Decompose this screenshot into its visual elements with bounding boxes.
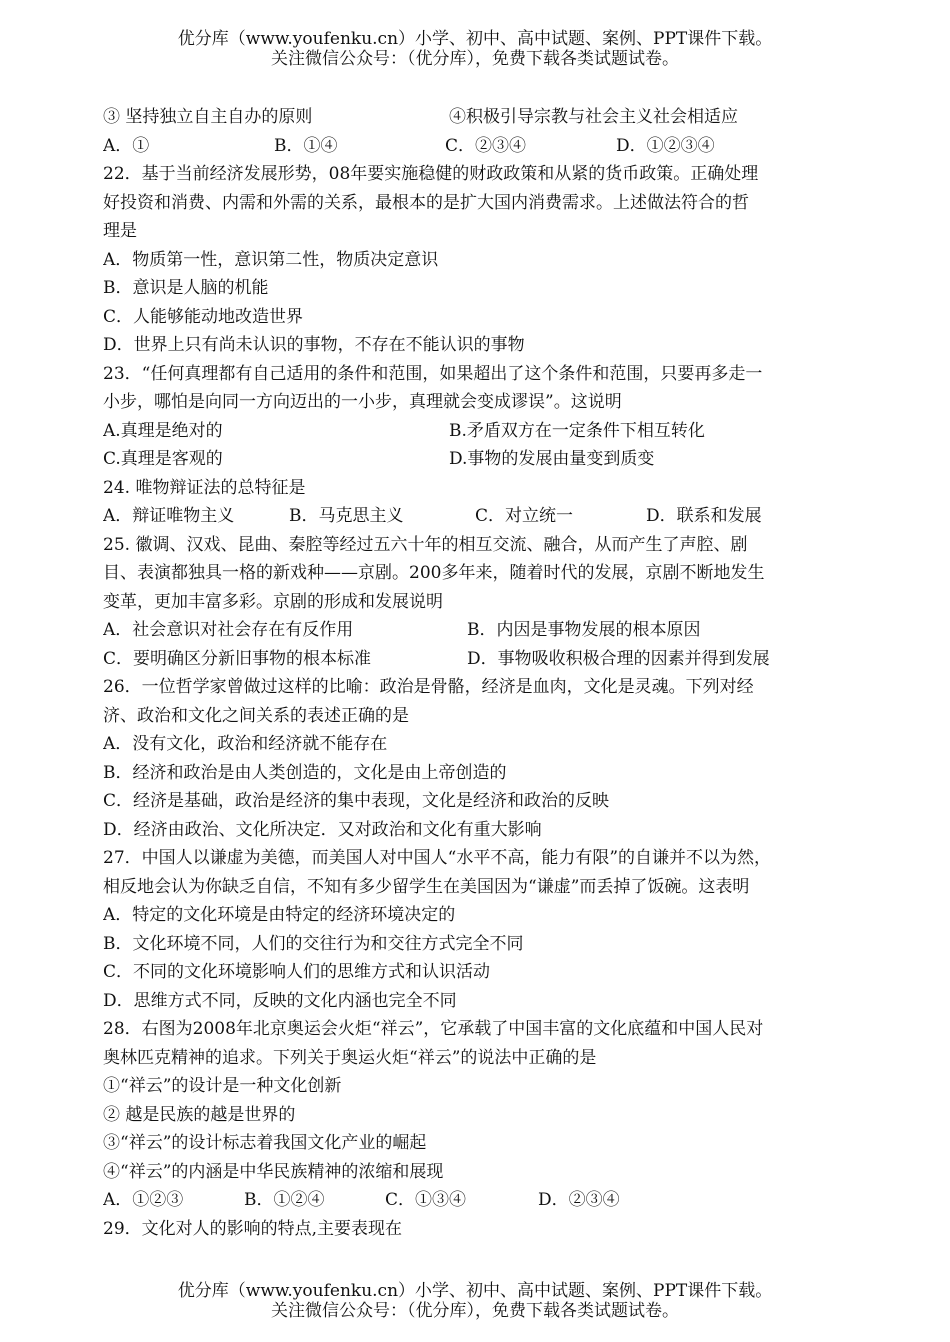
q27-option-d: D．思维方式不同，反映的文化内涵也完全不同 — [103, 990, 457, 1011]
q28-options — [103, 1186, 853, 1215]
q28-option-b: B．①②④ — [244, 1190, 325, 1210]
q22-option-b: B．意识是人脑的机能 — [103, 278, 269, 298]
q23-options-row-1 — [103, 417, 853, 446]
q23-option-a: A.真理是绝对的 — [103, 420, 223, 441]
q22-option-d: D．世界上只有尚未认识的事物，不存在不能认识的事物 — [103, 335, 525, 355]
q28-item-1: ①“祥云”的设计是一种文化创新 — [103, 1076, 342, 1096]
exam-content — [103, 103, 853, 1243]
q23-options-row-2 — [103, 445, 853, 474]
header-banner — [0, 29, 950, 69]
q28-stem-line-1: 28．右图为2008年北京奥运会火炬“祥云”，它承载了中国丰富的文化底蕴和中国人民对 — [103, 1019, 764, 1039]
q23-stem-line-1: 23．“任何真理都有自己适用的条件和范围，如果超出了这个条件和范围，只要再多走一 — [103, 363, 763, 384]
q26-option-a: A．没有文化，政治和经济就不能存在 — [103, 734, 388, 754]
q24-options — [103, 502, 853, 531]
q25-option-d: D．事物吸收积极合理的因素并得到发展 — [467, 648, 770, 669]
q22-option-a: A．物质第一性，意识第二性，物质决定意识 — [103, 249, 439, 270]
q22-option-c: C．人能够能动地改造世界 — [103, 306, 304, 327]
q28-item-2: ② 越是民族的越是世界的 — [103, 1104, 296, 1125]
q24-option-b: B．马克思主义 — [289, 506, 404, 526]
q25-option-c: C．要明确区分新旧事物的根本标准 — [103, 648, 372, 669]
q23-option-d: D.事物的发展由量变到质变 — [449, 449, 655, 469]
q21-choice-b: B．①④ — [274, 135, 338, 156]
q25-option-a: A．社会意识对社会存在有反作用 — [103, 620, 354, 640]
q28-option-d: D．②③④ — [538, 1190, 620, 1210]
q26-option-b: B．经济和政治是由人类创造的，文化是由上帝创造的 — [103, 762, 507, 783]
banner-line-2: 关注微信公众号：（优分库），免费下载各类试题试卷。 — [271, 49, 679, 69]
q21-choice-d: D．①②③④ — [616, 135, 715, 156]
q24-option-a: A．辩证唯物主义 — [103, 506, 235, 526]
q25-options-row-1 — [103, 616, 853, 645]
q24-option-c: C．对立统一 — [475, 506, 574, 526]
q25-options-row-2 — [103, 645, 853, 674]
banner-line-1: 优分库（www.youfenku.cn）小学、初中、高中试题、案例、PPT课件下载。 — [177, 29, 773, 49]
footer-banner — [0, 1281, 950, 1321]
q21-choice-a: A．① — [103, 135, 150, 156]
q21-choices — [103, 132, 853, 161]
q21-statement-3: ③ 坚持独立自主自办的原则 — [103, 107, 313, 127]
footer-line-1: 优分库（www.youfenku.cn）小学、初中、高中试题、案例、PPT课件下载。 — [177, 1281, 773, 1301]
q24-stem: 24. 唯物辩证法的总特征是 — [103, 477, 306, 498]
q27-option-c: C．不同的文化环境影响人们的思维方式和认识活动 — [103, 962, 491, 982]
q26-option-c: C．经济是基础，政治是经济的集中表现，文化是经济和政治的反映 — [103, 791, 610, 811]
q26-stem-line-2: 济、政治和文化之间关系的表述正确的是 — [103, 705, 409, 726]
q25-stem-line-1: 25. 徽调、汉戏、昆曲、秦腔等经过五六十年的相互交流、融合，从而产生了声腔、剧 — [103, 534, 748, 555]
q28-option-c: C．①③④ — [385, 1190, 467, 1210]
q26-stem-line-1: 26．一位哲学家曾做过这样的比喻：政治是骨骼，经济是血肉，文化是灵魂。下列对经 — [103, 677, 754, 697]
q28-item-3: ③“祥云”的设计标志着我国文化产业的崛起 — [103, 1133, 427, 1153]
q27-stem-line-2: 相反地会认为你缺乏自信，不知有多少留学生在美国因为“谦虚”而丢掉了饭碗。这表明 — [103, 876, 750, 897]
q29-stem: 29．文化对人的影响的特点,主要表现在 — [103, 1218, 403, 1239]
q27-option-a: A．特定的文化环境是由特定的经济环境决定的 — [103, 905, 456, 925]
q22-stem-line-2: 好投资和消费、内需和外需的关系，最根本的是扩大国内消费需求。上述做法符合的哲 — [103, 192, 749, 213]
q23-option-c: C.真理是客观的 — [103, 449, 223, 469]
q25-option-b: B．内因是事物发展的根本原因 — [467, 620, 701, 640]
q21-statements — [103, 103, 853, 132]
q25-stem-line-3: 变革，更加丰富多彩。京剧的形成和发展说明 — [103, 591, 443, 612]
q28-item-4: ④“祥云”的内涵是中华民族精神的浓缩和展现 — [103, 1161, 444, 1182]
q22-stem-line-1: 22．基于当前经济发展形势，08年要实施稳健的财政政策和从紧的货币政策。正确处理 — [103, 164, 759, 184]
footer-line-2: 关注微信公众号：（优分库），免费下载各类试题试卷。 — [271, 1301, 679, 1321]
q25-stem-line-2: 目、表演都独具一格的新戏种——京剧。200多年来，随着时代的发展，京剧不断地发生 — [103, 563, 765, 583]
q27-stem-line-1: 27．中国人以谦虚为美德，而美国人对中国人“水平不高，能力有限”的自谦并不以为然， — [103, 848, 772, 868]
q23-option-b: B.矛盾双方在一定条件下相互转化 — [449, 420, 705, 441]
q21-statement-4: ④积极引导宗教与社会主义社会相适应 — [449, 107, 738, 127]
q24-option-d: D．联系和发展 — [646, 506, 762, 526]
q27-option-b: B．文化环境不同，人们的交往行为和交往方式完全不同 — [103, 933, 524, 954]
q26-option-d: D．经济由政治、文化所决定．又对政治和文化有重大影响 — [103, 819, 542, 840]
q23-stem-line-2: 小步，哪怕是向同一方向迈出的一小步，真理就会变成谬误”。这说明 — [103, 392, 622, 412]
q28-option-a: A．①②③ — [103, 1190, 184, 1210]
q22-stem-line-3: 理是 — [103, 221, 137, 241]
q21-choice-c: C．②③④ — [445, 135, 527, 156]
q28-stem-line-2: 奥林匹克精神的追求。下列关于奥运火炬“祥云”的说法中正确的是 — [103, 1047, 597, 1068]
